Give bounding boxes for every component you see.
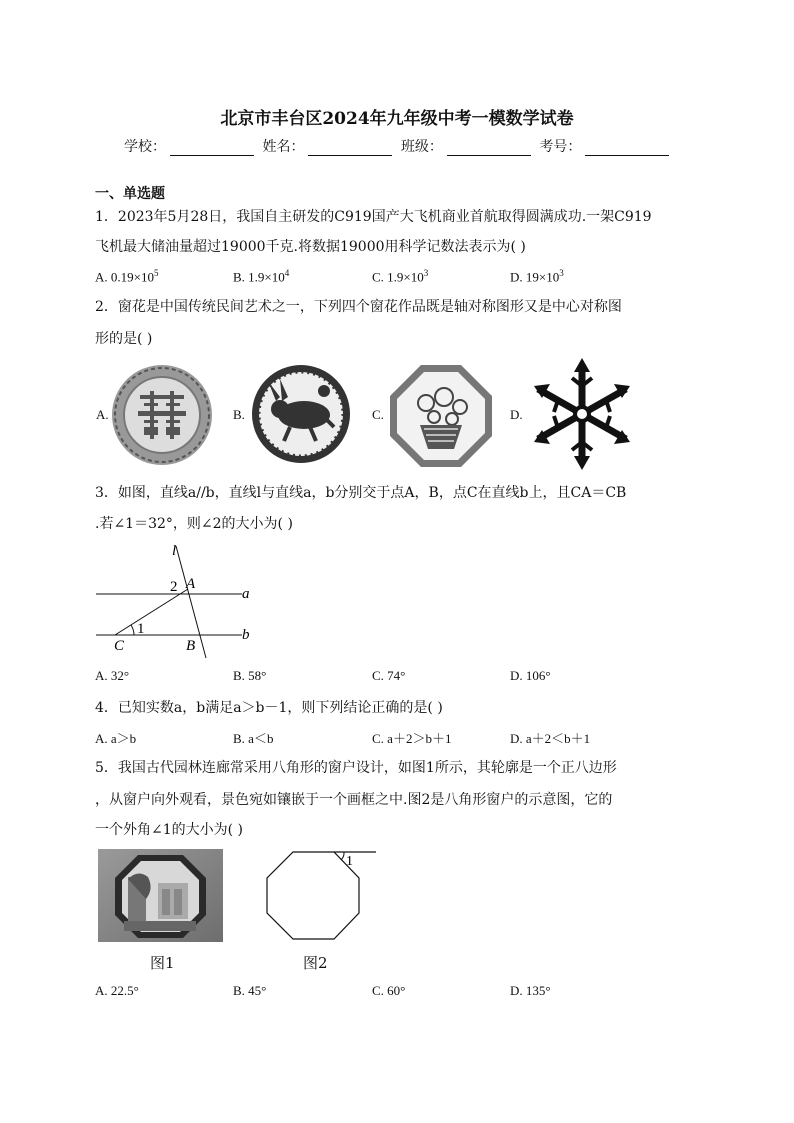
q3-option-a[interactable]: A. 32°	[95, 668, 130, 683]
section-heading: 一、单选题	[95, 186, 165, 202]
class-label: 班级：	[400, 139, 443, 155]
q3-option-d[interactable]: D. 106°	[510, 668, 551, 683]
label-a: a	[242, 586, 250, 602]
q2-option-b[interactable]: B.	[233, 407, 245, 422]
q3-geometry-figure	[90, 540, 265, 665]
octagon-diagram	[262, 846, 380, 946]
flower-basket-octagon-papercut-icon	[388, 363, 494, 469]
q4-option-a[interactable]: A. a＞b	[95, 731, 137, 746]
name-label: 姓名：	[262, 139, 305, 155]
q1-line2: 飞机最大储油量超过19000千克.将数据19000用科学记数法表示为( )	[95, 239, 526, 255]
label-l: l	[172, 543, 177, 559]
student-info-row	[124, 136, 673, 156]
figure2-caption: 图2	[303, 954, 328, 972]
q2-line1: 2．窗花是中国传统民间艺术之一，下列四个窗花作品既是轴对称图形又是中心对称图	[95, 299, 622, 315]
q5-option-a[interactable]: A. 22.5°	[95, 983, 139, 998]
q1-option-b[interactable]: B. $1.9\times 10^4$	[233, 268, 290, 285]
q5-line2: ，从窗户向外观看，景色宛如镶嵌于一个画框之中.图2是八角形窗户的示意图，它的	[95, 792, 613, 808]
q5-line3: 一个外角∠1的大小为( )	[95, 822, 244, 838]
q2-option-c[interactable]: C.	[372, 407, 384, 422]
snowflake-papercut-icon	[532, 358, 632, 470]
number-label: 考号：	[539, 139, 582, 155]
label-1: 1	[137, 621, 145, 637]
q3-option-c[interactable]: C. 74°	[372, 668, 406, 683]
q4-option-b[interactable]: B. a＜b	[233, 731, 274, 746]
q3-option-b[interactable]: B. 58°	[233, 668, 267, 683]
label-C: C	[114, 638, 125, 654]
q3-line2: .若∠1＝32°，则∠2的大小为( )	[95, 516, 293, 532]
figure1-caption: 图1	[150, 954, 175, 972]
school-label: 学校：	[124, 139, 166, 155]
label-B: B	[186, 638, 196, 654]
q1-line1: 1．2023年5月28日，我国自主研发的C919国产大飞机商业首航取得圆满成功.一架C919	[95, 209, 652, 225]
q1-option-d[interactable]: D. $19\times 10^3$	[510, 268, 564, 285]
label-2: 2	[170, 579, 178, 595]
number-blank[interactable]	[585, 141, 669, 156]
q3-line1: 3．如图，直线a//b，直线l与直线a，b分别交于点A，B，点C在直线b上，且CA＝CB	[95, 485, 627, 501]
q5-option-d[interactable]: D. 135°	[510, 983, 551, 998]
angle-label: 1	[346, 854, 353, 869]
label-b: b	[242, 627, 250, 643]
school-blank[interactable]	[170, 141, 254, 156]
q4-option-c[interactable]: C. a＋2＞b＋1	[372, 731, 452, 746]
q1-option-a[interactable]: A. $0.19\times 10^5$	[95, 268, 159, 285]
q2-line2: 形的是( )	[95, 331, 153, 347]
name-blank[interactable]	[308, 141, 392, 156]
q5-option-b[interactable]: B. 45°	[233, 983, 267, 998]
octagon-window-photo	[98, 849, 223, 942]
double-happiness-papercut-icon	[110, 363, 214, 467]
label-A: A	[186, 576, 196, 592]
q2-option-d[interactable]: D.	[510, 407, 523, 422]
q4-line1: 4．已知实数a，b满足a＞b－1，则下列结论正确的是( )	[95, 700, 443, 716]
q4-option-d[interactable]: D. a＋2＜b＋1	[510, 731, 591, 746]
page-title: 北京市丰台区2024年九年级中考一模数学试卷	[220, 109, 574, 129]
q5-line1: 5．我国古代园林连廊常采用八角形的窗户设计，如图1所示，其轮廓是一个正八边形	[95, 760, 617, 776]
q5-option-c[interactable]: C. 60°	[372, 983, 406, 998]
rabbit-papercut-icon	[250, 363, 352, 465]
class-blank[interactable]	[447, 141, 531, 156]
q1-option-c[interactable]: C. $1.9\times 10^3$	[372, 268, 429, 285]
q2-option-a[interactable]: A.	[96, 407, 109, 422]
